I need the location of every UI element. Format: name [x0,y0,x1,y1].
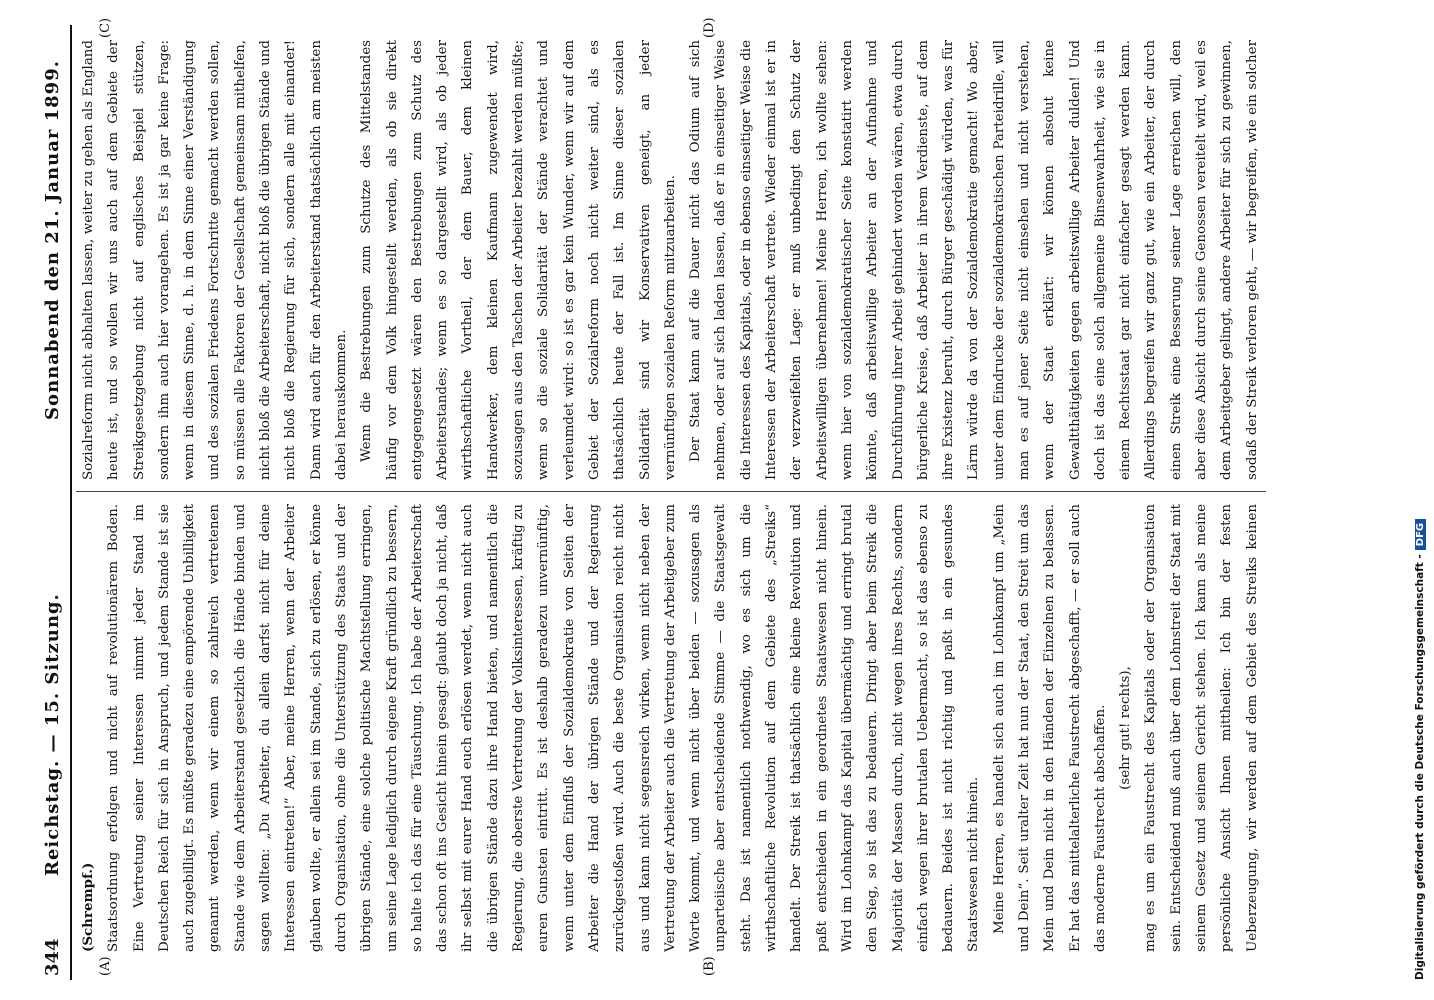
paragraph: Meine Herren, es handelt sich auch im Lohnkampf um „Mein und Dein“. Seit uralter Zeit hat nun der Staat, den Streit um das Mein und Dein nicht in den Händen der Einzelnen zu belassen. Er hat das mittelalterliche Faustrecht abgeschafft, — er soll auch das moderne Faustrecht abschaffen. [991,504,1108,952]
right-column [76,40,1266,480]
session-date: Sonnabend den 21. Januar 1899. [42,60,63,420]
paragraph: Sozialreform nicht abhalten lassen, weiter zu gehen als England heute ist, und so wollen wir uns auch auf dem Gebiete der Streikgesetzgebung nicht auf englisches Beispiel stützen, sondern ihm auch hier vorangehen. Es ist ja gar keine Frage: wenn in diesem Sinne, d. h. in dem Sinne einer Verständigung und des sozialen Friedens Fortschritte gemacht werden sollen, so müssen alle Faktoren der Gesellschaft gemeinsam mithelfen, nicht bloß die Arbeiterschaft, nicht bloß die übrigen Stände und nicht bloß die Regierung für sich, sondern alle mit einander! Dann wird auch für den Arbeiterstand thatsächlich am meisten dabei herauskommen. [81,40,349,480]
dfg-logo: DFG [1415,519,1426,550]
left-column [76,504,1266,952]
paragraph: Der Staat kann auf die Dauer nicht das Odium auf sich nehmen, oder auf sich laden lassen, daß er in einseitiger Weise die Interessen des Kapitals, oder in ebenso einseitiger Weise die Interessen der Arbeiterschaft vertrete. Wieder einmal ist er in der verzweifelten Lage: er muß unbedingt den Schutz der Arbeitswilligen übernehmen! Meine Herren, ich wollte sehen: wenn hier von sozialdemokratischer Seite konstatirt werden könnte, daß arbeitswillige Arbeiter an der Aufnahme und Durchführung ihrer Arbeit gehindert worden wären, etwa durch bürgerliche Kreise, daß Arbeiter in ihrem Verdienste, auf dem ihre Existenz beruht, durch Bürger geschädigt würden, was für Lärm würde da von der Sozialdemokratie gemacht! Wo aber, unter dem Eindrucke der sozialdemokratischen Parteidrille, will man es auf jener Seite nicht einsehen und nicht verstehen, wenn der Staat erklärt: wir können absolut keine Gewaltthätigkeiten gegen arbeitswillige Arbeiter dulden! Und doch ist das eine solch allgemeine Binsenwahrheit, wie sie in einem Rechtsstaat gar nicht einfacher gesagt werden kann. Allerdings begreifen wir ganz gut, wie ein Arbeiter, der durch einen Streik eine Besserung seiner Lage erreichen will, den aber diese Absicht durch seine Genossen vereitelt wird, weil es dem Arbeitgeber gelingt, andere Arbeiter für sich zu gewinnen, sodaß der Streik verloren geht, — wir begreifen, wie ein solcher [688,40,1260,480]
paragraph: Staatsordnung erfolgen und nicht auf revolutionärem Boden. Eine Vertretung seiner Interessen nimmt jeder Stand im Deutschen Reich für sich in Anspruch, und jedem Stande ist sie auch zugebilligt. Es müßte geradezu eine empörende Unbilligkeit genannt werden, wenn wir einem so zahlreich vertretenen Stande wie dem Arbeiterstand gesetzlich die Hände binden und sagen wollten: „Du Arbeiter, du allein darfst nicht für deine Interessen eintreten!“ Aber, meine Herren, wenn der Arbeiter glauben wollte, er allein sei im Stande, sich zu erlösen, er könne durch Organisation, ohne die Unterstützung des Staats und der übrigen Stände, eine solche politische Machtstellung erringen, um seine Lage lediglich durch eigene Kraft gründlich zu bessern, so halte ich das für eine Täuschung. Ich habe der Arbeiterschaft das schon oft ins Gesicht hinein gesagt: glaubt doch ja nicht, daß ihr selbst mit eurer Hand euch erlösen werdet, wenn nicht auch die übrigen Stände dazu ihre Hand bieten, und namentlich die Regierung, die oberste Vertretung der Volksinteressen, kräftig zu euren Gunsten eintritt. Es ist deshalb geradezu unvernünftig, wenn unter dem Einfluß der Sozialdemokratie von Seiten der Arbeiter die Hand der übrigen Stände und der Regierung zurückgestoßen wird. Auch die beste Organisation reicht nicht aus und kann nicht segensreich wirken, wenn nicht neben der Vertretung der Arbeiter auch die Vertretung der Arbeitgeber zum Worte kommt, und wenn nicht über beiden — sozusagen als unparteiische aber entscheidende Stimme — die Staatsgewalt steht. Das ist namentlich nothwendig, wo es sich um die wirthschaftliche Revolution auf dem Gebiete des „Streiks“ handelt. Der Streik ist thatsächlich eine kleine Revolution und paßt entschieden in ein geordnetes Staatswesen nicht hinein. Wird im Lohnkampf das Kapital übermächtig und erringt brutal den Sieg, so ist das zu bedauern. Dringt aber beim Streik die Majorität der Massen durch, nicht wegen ihres Rechts, sondern einfach wegen ihrer brutalen Uebermacht, so ist das ebenso zu bedauern. Beides ist nicht richtig und paßt in ein gesundes Staatswesen nicht hinein. [106,504,982,952]
paragraph: mag es um ein Faustrecht des Kapitals oder der Organisation sein. Entscheidend muß auch über dem Lohnstreit der Staat mit seinem Gesetz und seinem Gericht stehen. Ich kann als meine persönliche Ansicht Ihnen mittheilen: Ich bin der festen Ueberzeugung, wir werden auf dem Gebiet des Streiks keinen [1143,504,1260,952]
interjection: (sehr gut! rechts), [1118,666,1134,790]
paragraph: Wenn die Bestrebungen zum Schutze des Mittelstandes häufig vor dem Volk hingestellt werden, als ob sie direkt entgegengesetzt wären den Bestrebungen zum Schutz des Arbeiterstandes; wenn es so dargestellt wird, als ob jeder wirthschaftliche Vortheil, der dem Bauer, dem kleinen Handwerker, dem kleinen Kaufmann zugewendet wird, sozusagen aus den Taschen der Arbeiter bezahlt werden müßte; wenn so die soziale Solidarität der Stände verachtet und verleumdet wird: so ist es gar kein Wunder, wenn wir auf dem Gebiet der Sozialreform noch nicht weiter sind, als es thatsächlich heute der Fall ist. Im Sinne dieser sozialen Solidarität sind wir Konservativen geneigt, an jeder vernünftigen sozialen Reform mitzuarbeiten. [359,40,678,480]
column-divider [76,491,1266,492]
margin-label-a: (A) [98,956,113,976]
digitization-credit [1412,20,1432,980]
credit-text: Digitalisierung gefördert durch die Deutsche Forschungsgemeinschaft - [1414,554,1426,980]
margin-label-b: (B) [702,956,717,976]
margin-label-c: (C) [98,17,113,38]
header-rule [70,25,72,980]
page-title: Reichstag. — 15. Sitzung. [42,593,63,876]
page-number: 344 [42,938,63,976]
speaker-label: (Schrempf.) [80,862,96,952]
margin-label-d: (D) [702,17,717,38]
page-header [40,24,70,976]
